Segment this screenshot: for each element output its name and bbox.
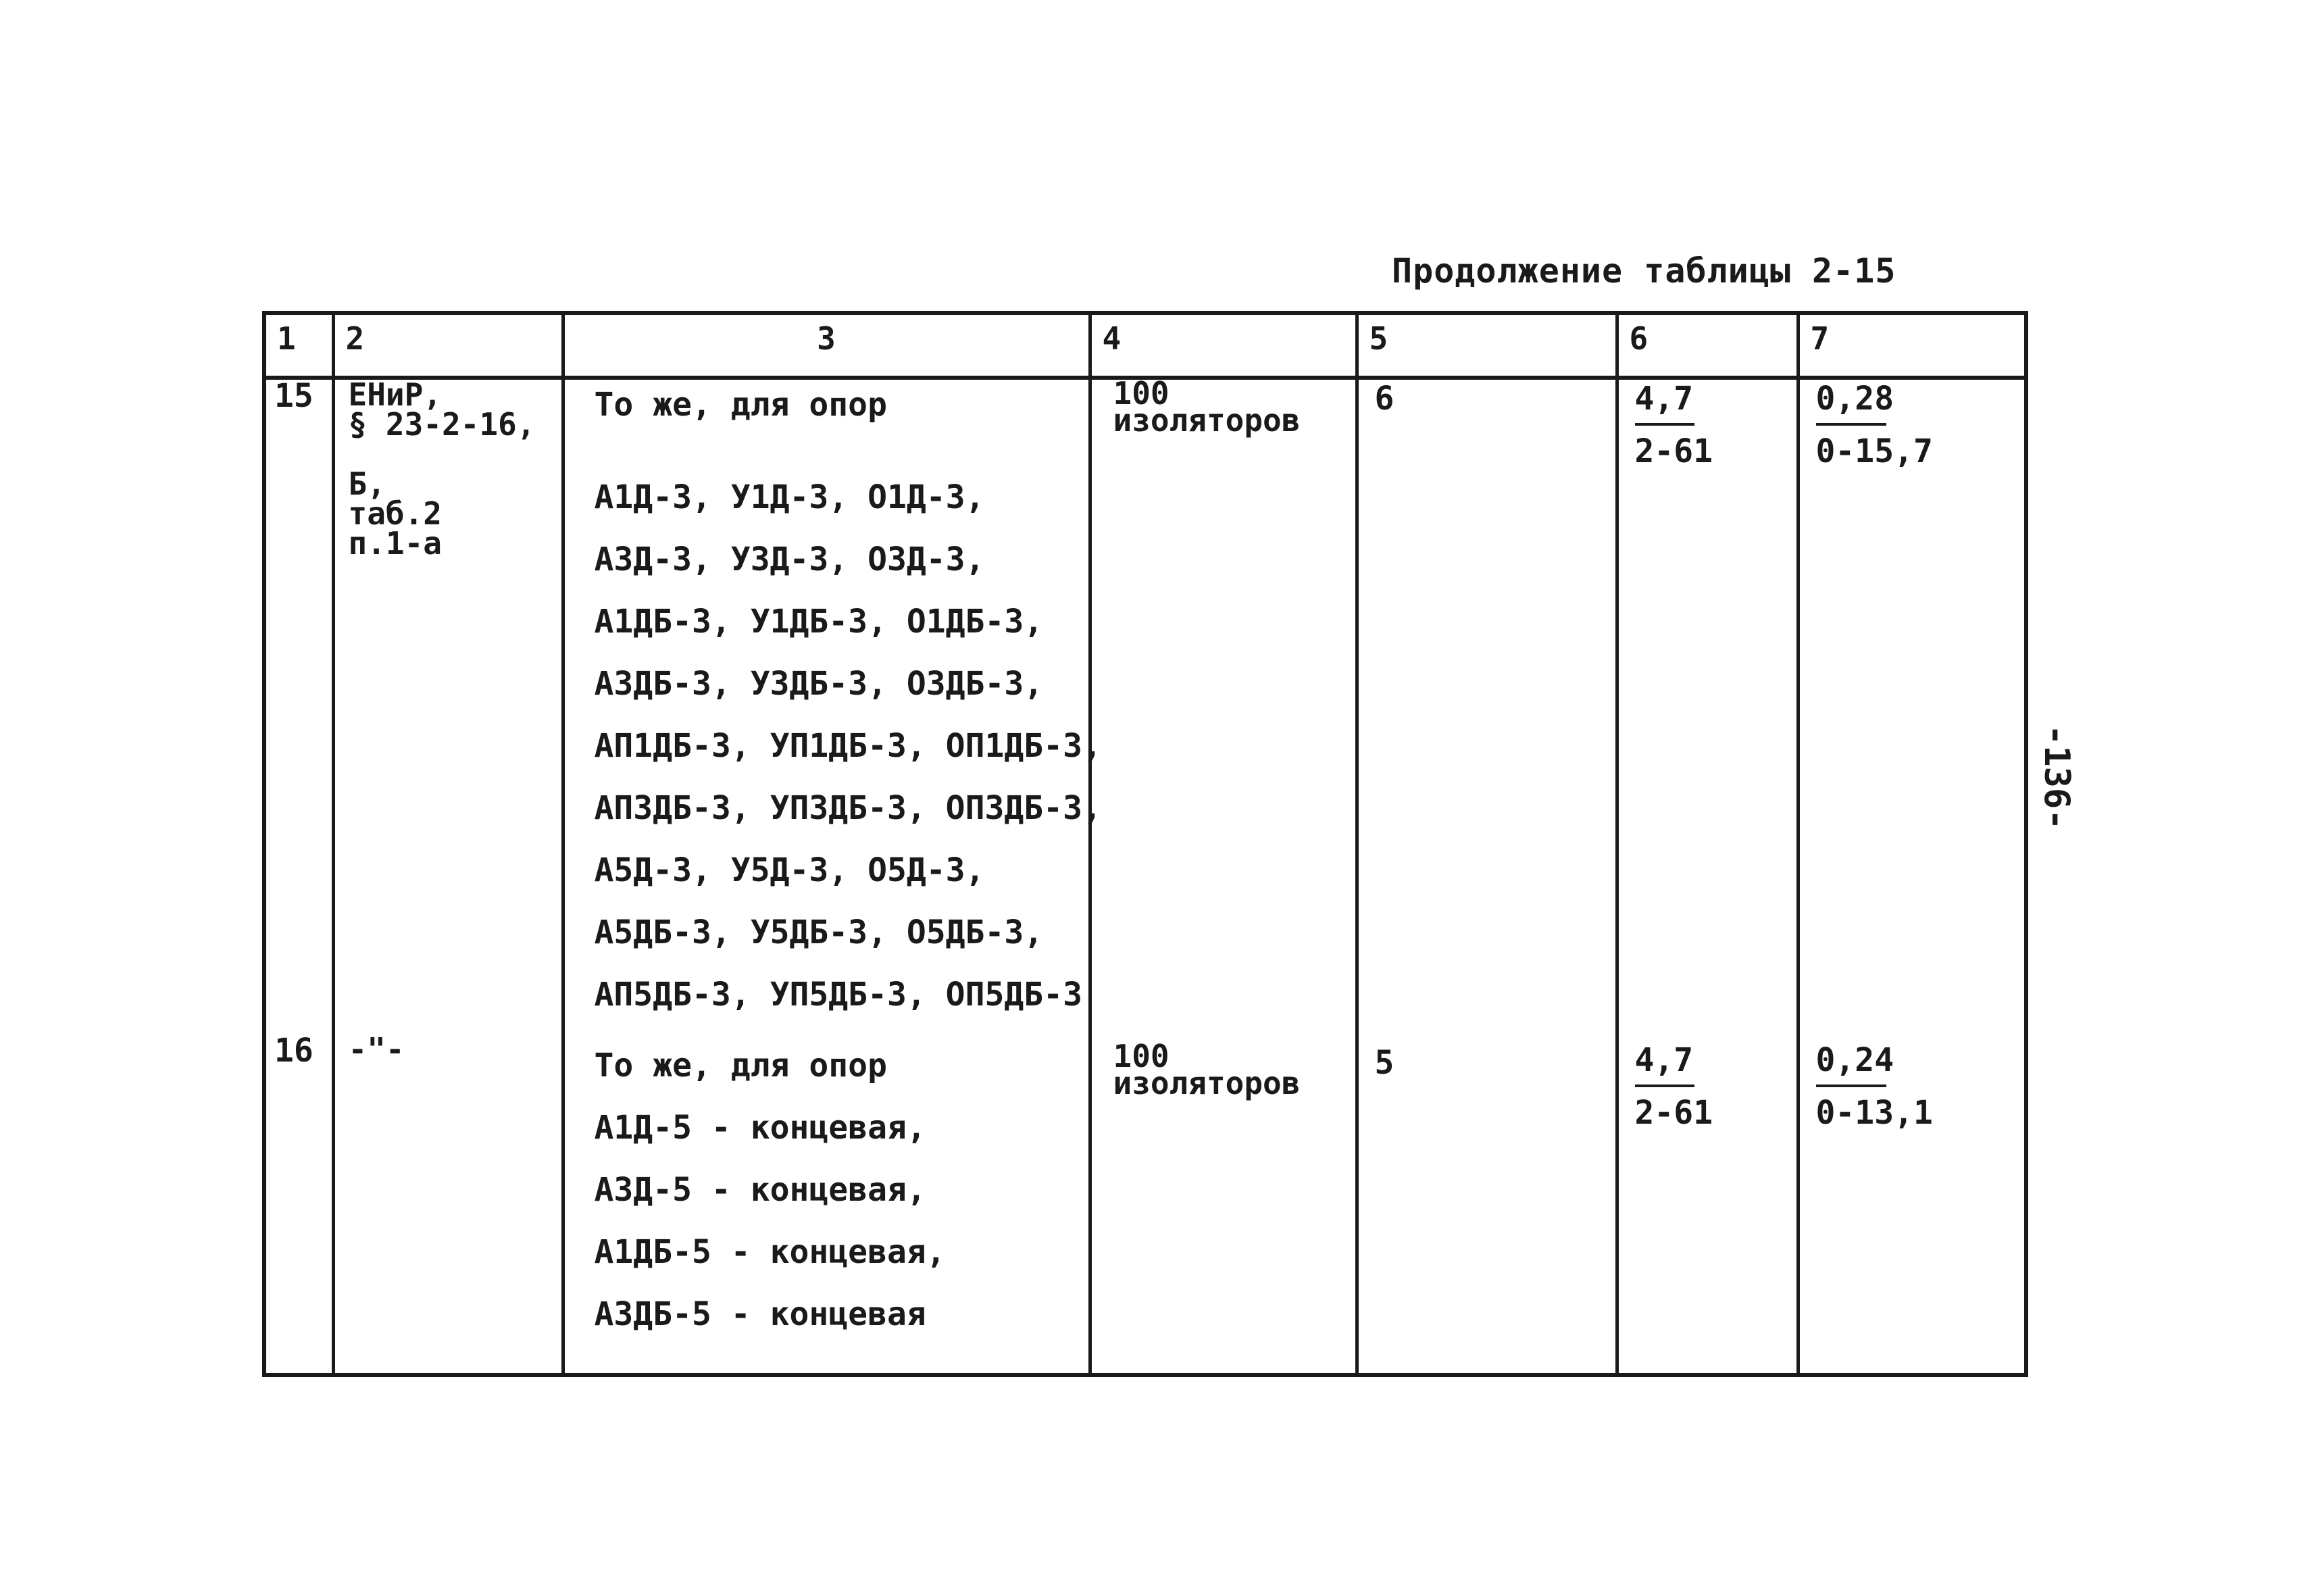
row-number: 16	[274, 1032, 313, 1070]
description-line: А1Д-3, У1Д-3, О1Д-3,	[594, 478, 985, 516]
norm-source	[335, 376, 561, 562]
table-caption: Продолжение таблицы 2-15	[1392, 251, 1896, 291]
work-description	[565, 380, 1102, 1026]
unit-cell	[1090, 375, 1357, 1034]
source-cell	[333, 378, 563, 1034]
row-number-cell	[264, 1034, 333, 1375]
description-line: А3ДБ-3, У3ДБ-3, О3ДБ-3,	[594, 665, 1044, 703]
row-number: 15	[274, 377, 313, 415]
unit-name: изоляторов	[1113, 402, 1301, 439]
col6-cell	[1617, 378, 1798, 1034]
description-line: А3ДБ-5 - концевая	[594, 1295, 926, 1333]
col7-cell	[1798, 378, 2026, 1034]
col6-numerator: 4,7	[1634, 380, 1694, 418]
col5-cell	[1357, 378, 1617, 1034]
column-header-2: 2	[333, 313, 563, 378]
page-number: -136-	[2036, 724, 2077, 830]
fraction-bar	[1635, 1084, 1694, 1087]
col7-fraction	[1800, 380, 1933, 470]
unit-cell	[1090, 1034, 1357, 1375]
work-description	[565, 1034, 1088, 1345]
description-line: А1Д-5 - концевая,	[594, 1109, 926, 1147]
source-line: ЕНиР,	[348, 376, 442, 413]
col7-fraction	[1800, 1034, 1933, 1132]
header-row	[264, 313, 2026, 378]
description-line: А3Д-5 - концевая,	[594, 1171, 926, 1209]
col6-fraction	[1619, 380, 1713, 470]
column-header-3: 3	[563, 313, 1090, 378]
column-header-5: 5	[1357, 313, 1617, 378]
col7-denominator: 0-15,7	[1815, 432, 1933, 470]
rates-table	[262, 311, 2028, 1377]
fraction-bar	[1635, 423, 1694, 426]
description-line: То же, для опор	[594, 386, 887, 424]
table-row	[264, 1034, 2026, 1375]
source-line: таб.2	[348, 495, 442, 532]
source-line: -"-	[348, 1031, 405, 1068]
description-line: А5Д-3, У5Д-3, О5Д-3,	[594, 851, 985, 889]
fraction-bar	[1816, 423, 1886, 426]
description-line: АП5ДБ-3, УП5ДБ-3, ОП5ДБ-3	[594, 976, 1082, 1014]
description-line: А5ДБ-3, У5ДБ-3, О5ДБ-3,	[594, 914, 1044, 951]
col5-value: 6	[1374, 380, 1394, 418]
col6-fraction	[1619, 1034, 1713, 1132]
unit-name: изоляторов	[1113, 1065, 1301, 1101]
column-header-4: 4	[1090, 313, 1357, 378]
measure-unit	[1092, 1034, 1355, 1101]
col7-cell	[1798, 1034, 2026, 1375]
col6-denominator: 2-61	[1634, 1094, 1713, 1132]
col6-cell	[1617, 1034, 1798, 1375]
description-line: АП1ДБ-3, УП1ДБ-3, ОП1ДБ-3,	[594, 727, 1102, 765]
source-line: п.1-а	[348, 525, 442, 562]
description-line: АП3ДБ-3, УП3ДБ-3, ОП3ДБ-3,	[594, 789, 1102, 827]
source-line: Б,	[348, 466, 386, 502]
description-line: А1ДБ-5 - концевая,	[594, 1233, 946, 1271]
col5-cell	[1357, 1034, 1617, 1375]
description-line: А3Д-3, У3Д-3, О3Д-3,	[594, 541, 985, 578]
row-number-cell	[264, 378, 333, 1034]
source-cell	[333, 1031, 563, 1375]
column-header-6: 6	[1617, 313, 1798, 378]
col7-numerator: 0,28	[1815, 380, 1894, 418]
measure-unit	[1092, 375, 1355, 439]
fraction-bar	[1816, 1084, 1886, 1087]
table-row	[264, 378, 2026, 1034]
col6-denominator: 2-61	[1634, 432, 1713, 470]
table-container	[262, 311, 2024, 1377]
norm-source	[335, 1031, 561, 1068]
description-line: А1ДБ-3, У1ДБ-3, О1ДБ-3,	[594, 603, 1044, 641]
description-cell	[563, 378, 1102, 1034]
description-line: То же, для опор	[594, 1047, 887, 1084]
col7-denominator: 0-13,1	[1815, 1094, 1933, 1132]
column-header-1: 1	[264, 313, 333, 378]
column-header-7: 7	[1798, 313, 2026, 378]
col5-value: 5	[1374, 1044, 1394, 1082]
unit-quantity: 100	[1113, 375, 1169, 412]
source-line: § 23-2-16,	[348, 406, 536, 443]
col7-numerator: 0,24	[1815, 1041, 1894, 1079]
unit-quantity: 100	[1113, 1038, 1169, 1074]
description-cell	[563, 1034, 1090, 1375]
col6-numerator: 4,7	[1634, 1041, 1694, 1079]
